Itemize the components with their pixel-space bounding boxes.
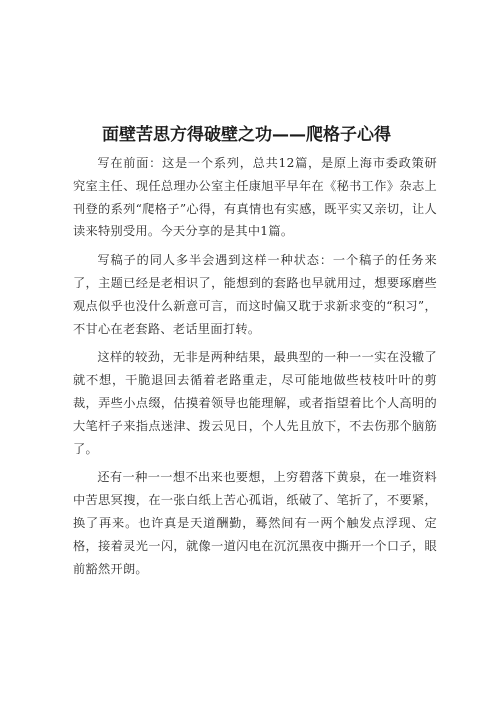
article-title: 面壁苦思方得破壁之功——爬格子心得 (102, 125, 391, 145)
paragraph-4: 还有一种一一想不出来也要想，上穷碧落下黄泉，在一堆资料中苦思冥搜，在一张白纸上苦心孤诣，纸破了、笔折了，不要紧，换了再来。也许真是天道酬勤，蓦然间有一两个触发点浮现、定格，接着灵光一闪，就像一道闪电在沉沉黑夜中撕开一个口子，眼前豁然开朗。 (73, 470, 437, 576)
paragraph-3: 这样的较劲，无非是两种结果，最典型的一种一一实在没辙了就不想，干脆退回去循着老路重走，尽可能地做些枝枝叶叶的剪裁，弄些小点缀，估摸着领导也能理解，或者指望着比个人高明的大笔杆子来指点迷津、拨云见日，个人先且放下，不去伤那个脑筋了。 (73, 350, 437, 456)
paragraph-2: 写稿子的同人多半会遇到这样一种状态：一个稿子的任务来了，主题已经是老相识了，能想到的套路也早就用过，想要琢磨些观点似乎也没什么新意可言，而这时偏又耽于求新求变的“积习”，不甘心在老套路、老话里面打转。 (73, 253, 437, 336)
article-body (73, 152, 437, 586)
paragraph-intro: 写在前面：这是一个系列，总共12篇，是原上海市委政策研究室主任、现任总理办公室主任康旭平早年在《秘书工作》杂志上刊登的系列“爬格子”心得，有真情也有实感，既平实又亲切，让人读来特别受用。今天分享的是其中1篇。 (73, 156, 437, 239)
